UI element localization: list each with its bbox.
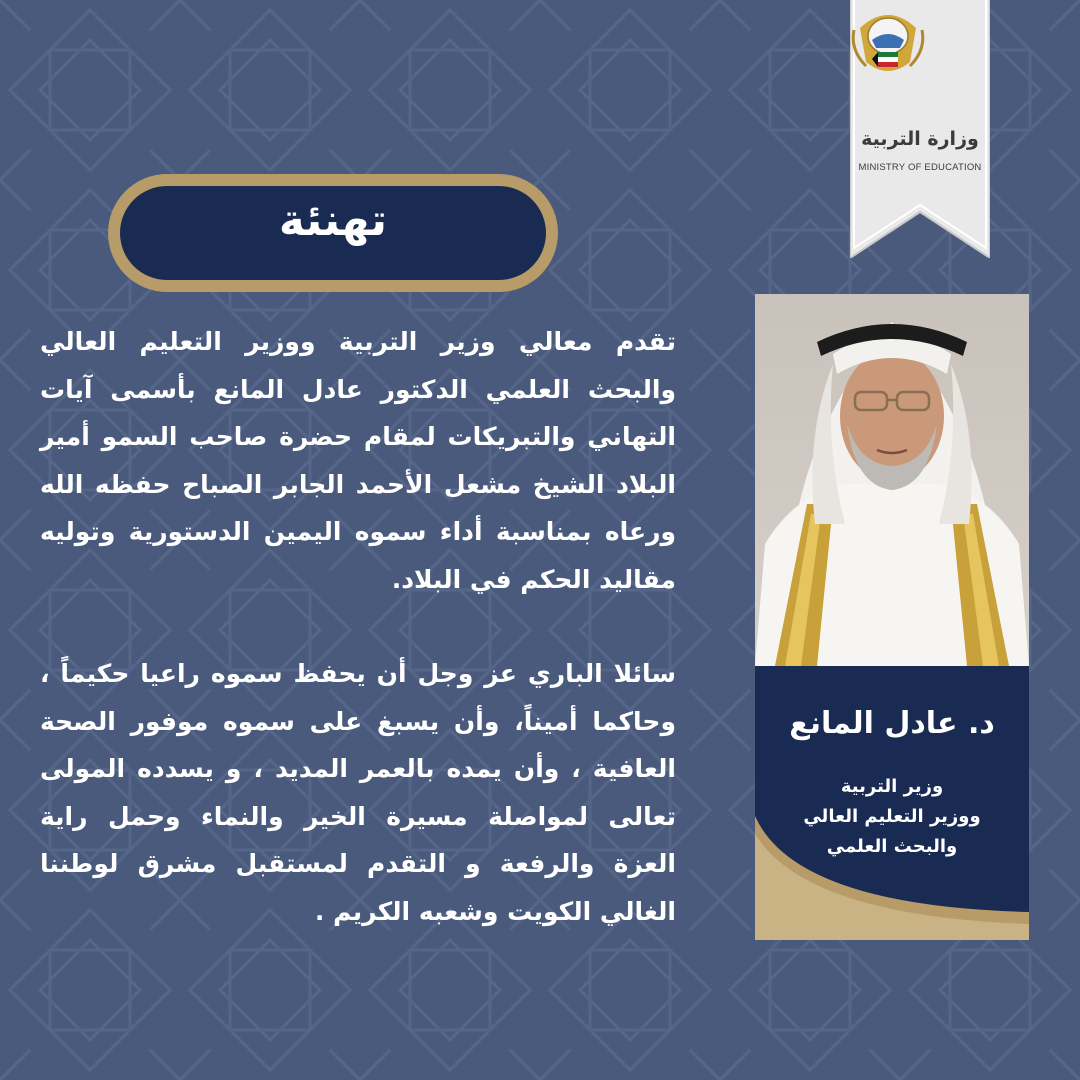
kuwait-emblem-icon [850,0,926,86]
minister-photo [755,294,1029,666]
minister-role-line-1: وزير التربية [840,776,944,797]
portrait-illustration [755,294,1029,666]
ministry-name-english: MINISTRY OF EDUCATION [858,162,982,173]
ministry-banner [850,0,990,258]
minister-info-panel [755,666,1029,940]
minister-role-line-3: والبحث العلمي [826,836,958,857]
ministry-name-arabic: وزارة التربية [861,128,979,150]
message-paragraph-1: تقدم معالي وزير التربية ووزير التعليم العالي والبحث العلمي الدكتور عادل المانع بأسمى آيات التهاني والتبريكات لمقام حضرة صاحب السمو أمير البلاد الشيخ مشعل الأحمد الجابر الصباح حفظه الله ورعاه بمناسبة أداء سموه اليمين الدستورية وتوليه مقاليد الحكم في البلاد. [40,327,676,594]
message-paragraph-2: سائلا الباري عز وجل أن يحفظ سموه راعيا حكيماً ، وحاكما أميناً، وأن يسبغ على سموه موفور الصحة العافية ، وأن يمده بالعمر المديد ، و يسدده المولى تعالى لمواصلة مسيرة الخير والنماء وحمل راية العزة والرفعة و التقدم لمستقبل مشرق لوطننا الغالي الكويت وشعبه الكريم . [40,659,676,926]
minister-card [755,294,1029,940]
congratulation-message [40,318,676,935]
minister-name: د. عادل المانع [789,706,995,741]
minister-role-line-2: ووزير التعليم العالي [803,806,981,827]
page-title: تهنئة [278,195,388,246]
title-badge [108,174,558,292]
